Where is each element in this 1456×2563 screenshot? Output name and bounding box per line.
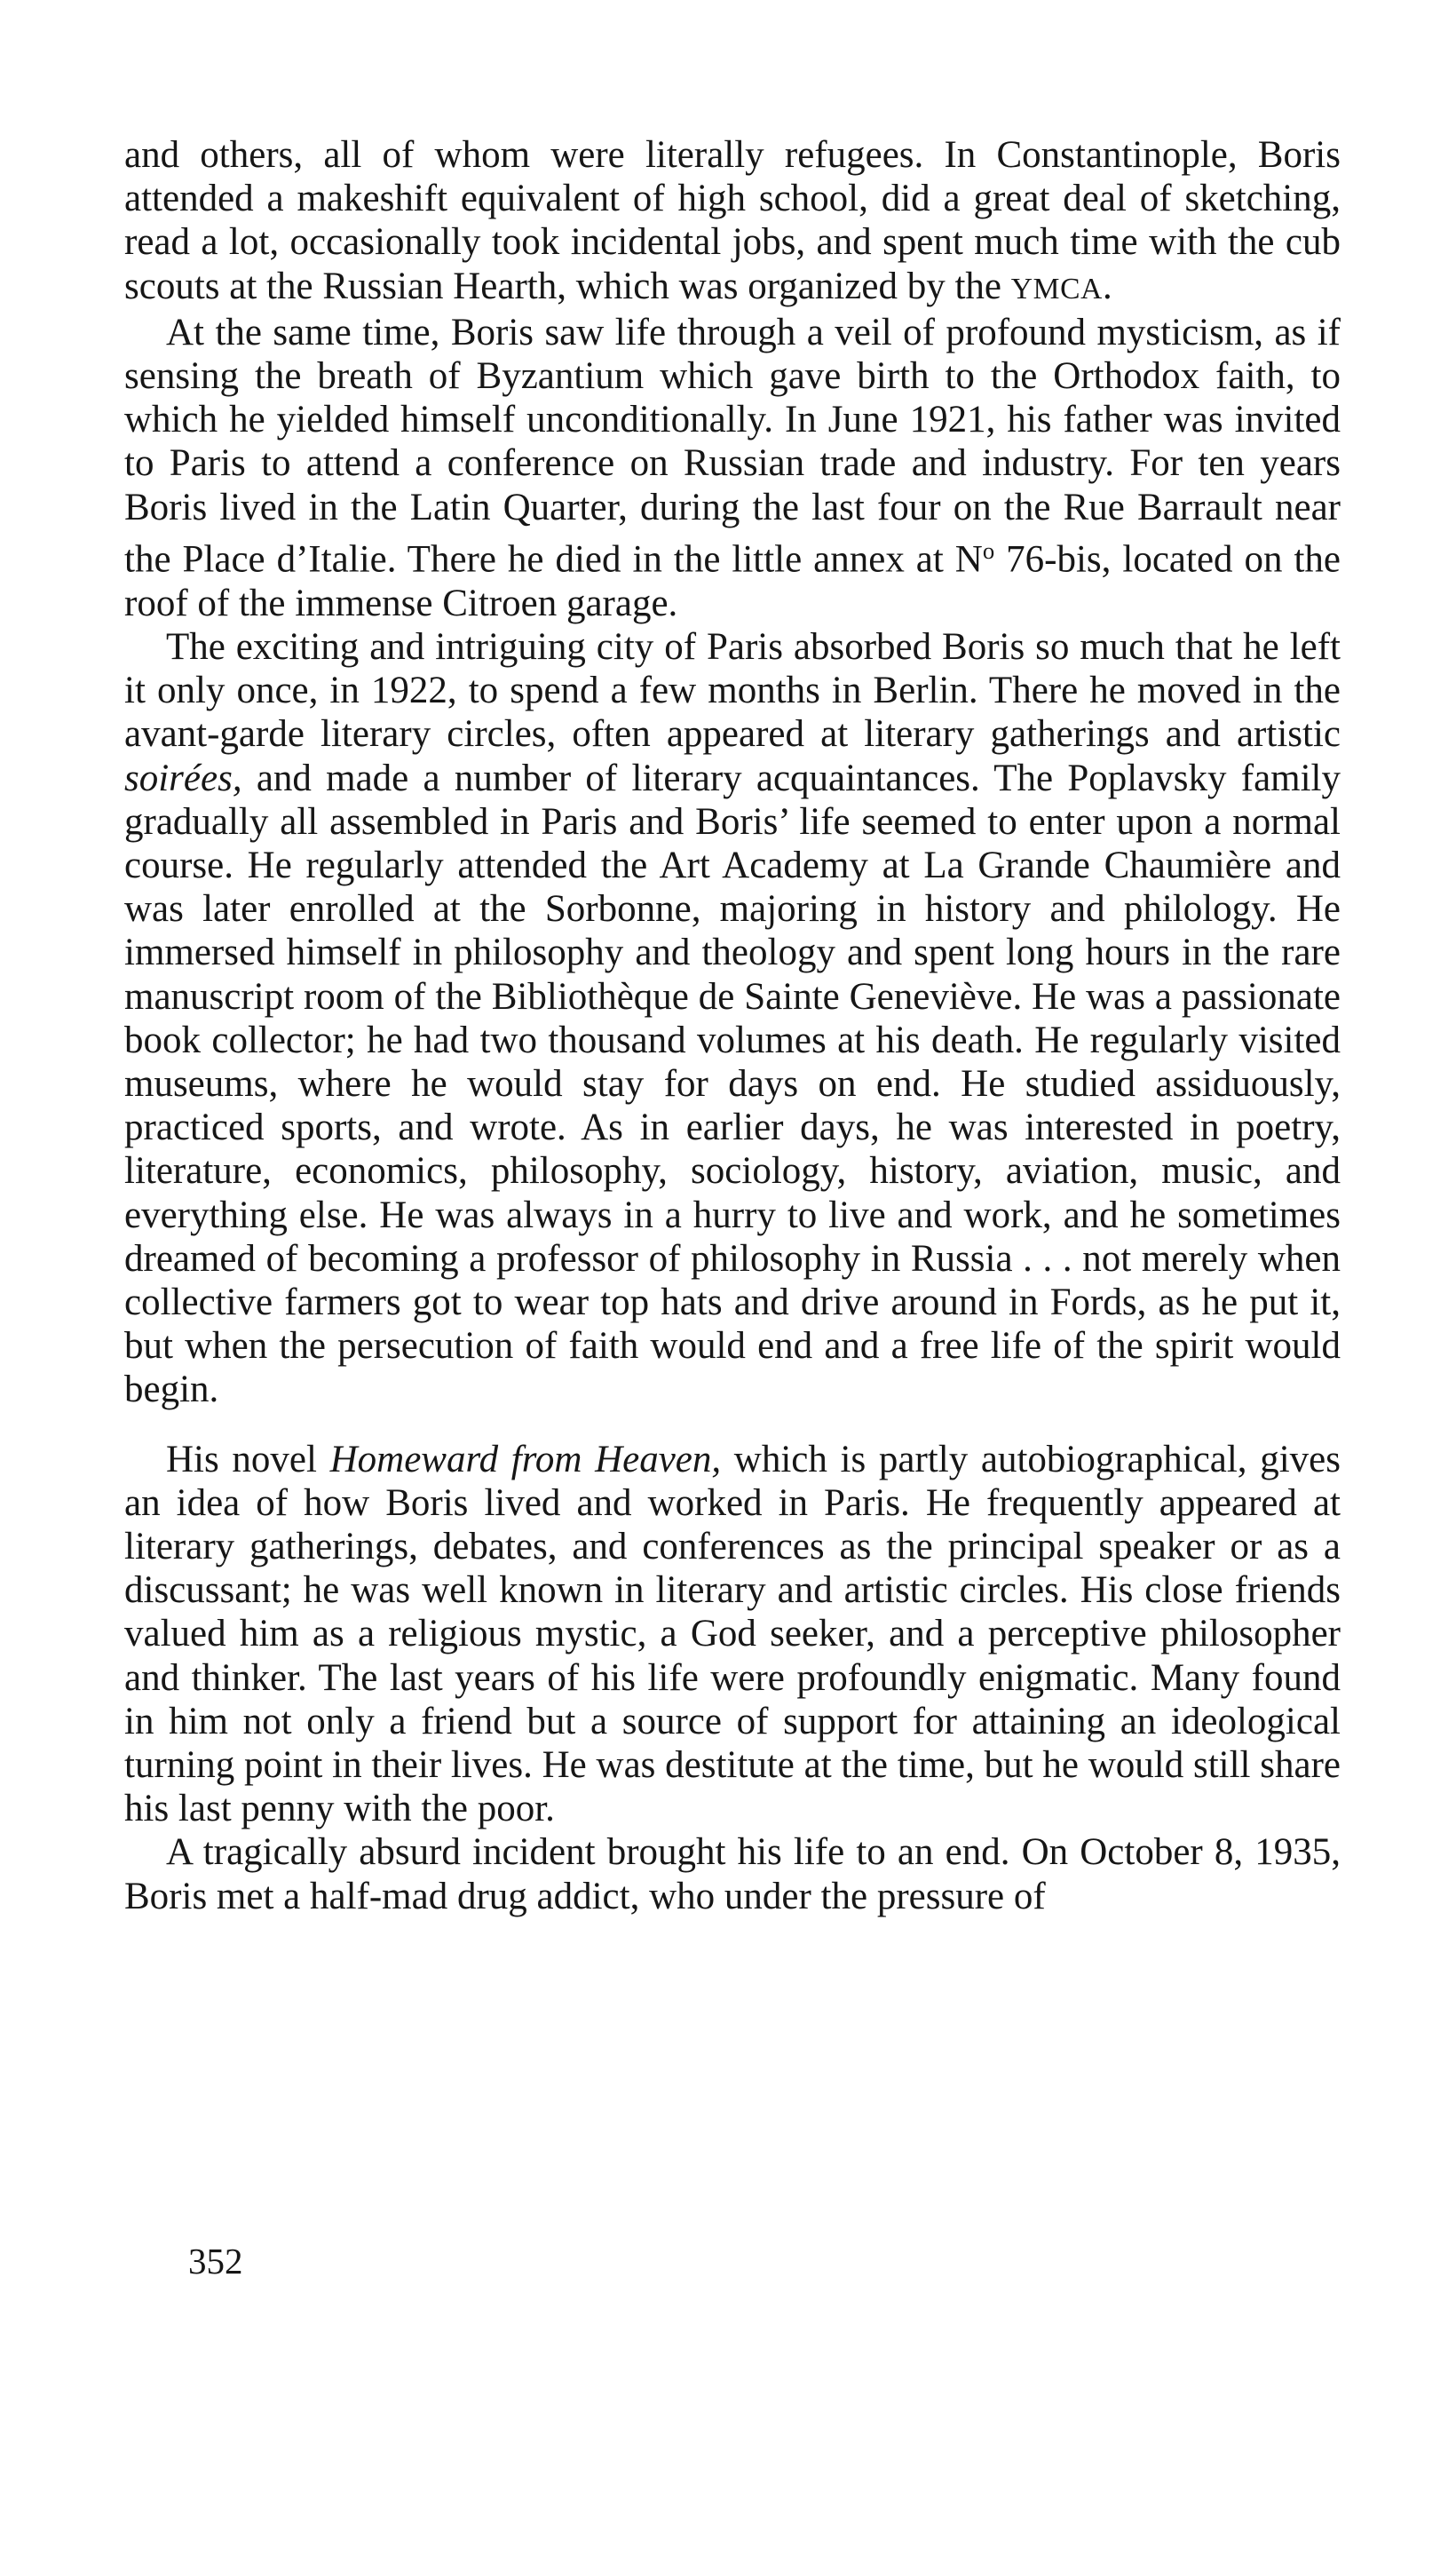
paragraph-4: His novel Homeward from Heaven, which is partly autobiographical, gives an idea of how Boris lived and worked in Paris. He frequently appeared at literary gatherings, debates, and conferences as the principal speaker or as a discussant; he was well known in literary and artistic circles. His close friends valued him as a religious mystic, a God seeker, and a perceptive philosopher and thinker. The last years of his life were profoundly enigmatic. Many found in him not only a friend but a source of support for attaining an ideological turning point in their lives. He was destitute at the time, but he would still share his last penny with the poor. xyxy=(124,1438,1341,1830)
soirees-italic: soirées, xyxy=(124,757,242,799)
paragraph-5: A tragically absurd incident brought his life to an end. On October 8, 1935, Boris met a half-mad drug addict, who under the pressure of xyxy=(124,1831,1341,1917)
paragraph-2: At the same time, Boris saw life through a veil of profound mysticism, as if sensing the breath of Byzantium which gave birth to the Orthodox faith, to which he yielded himself unconditionally. In June 1921, his father was invited to Paris to attend a conference on Russian trade and industry. For ten years Boris lived in the Latin Quarter, during the last four on the Rue Barrault near the Place d’Italie. There he died in the little annex at $N^o$ 76-bis, located on the roof of the immense Citroen garage. xyxy=(124,311,1341,624)
page-body xyxy=(124,133,1341,1918)
ymca-smallcaps: YMCA xyxy=(1010,272,1104,305)
numero-superscript: o xyxy=(982,536,995,564)
page-number: 352 xyxy=(188,2241,243,2281)
paragraph-1: and others, all of whom were literally refugees. In Constantinople, Boris attended a makeshift equivalent of high school, did a great deal of sketching, read a lot, occasionally took incidental jobs, and spent much time with the cub scouts at the Russian Hearth, which was organized by the YMCA. xyxy=(124,134,1341,307)
paragraph-3: The exciting and intriguing city of Paris absorbed Boris so much that he left it only once, in 1922, to spend a few months in Berlin. There he moved in the avant-garde literary circles, often appeared at literary gatherings and artistic soirées, and made a number of literary acquaintances. The Poplavsky family gradually all assembled in Paris and Boris’ life seemed to enter upon a normal course. He regularly attended the Art Academy at La Grande Chaumière and was later enrolled at the Sorbonne, majoring in history and philology. He immersed himself in philosophy and theology and spent long hours in the rare manuscript room of the Bibliothèque de Sainte Geneviève. He was a passionate book collector; he had two thousand volumes at his death. He regularly visited museums, where he would stay for days on end. He studied assiduously, practiced sports, and wrote. As in earlier days, he was interested in poetry, literature, economics, philosophy, sociology, history, aviation, music, and everything else. He was always in a hurry to live and work, and he sometimes dreamed of becoming a professor of philosophy in Russia . . . not merely when collective farmers got to wear top hats and drive around in Fords, as he put it, but when the persecution of faith would end and a free life of the spirit would begin. xyxy=(124,625,1341,1411)
novel-title-italic: Homeward from Heaven, xyxy=(329,1438,722,1480)
